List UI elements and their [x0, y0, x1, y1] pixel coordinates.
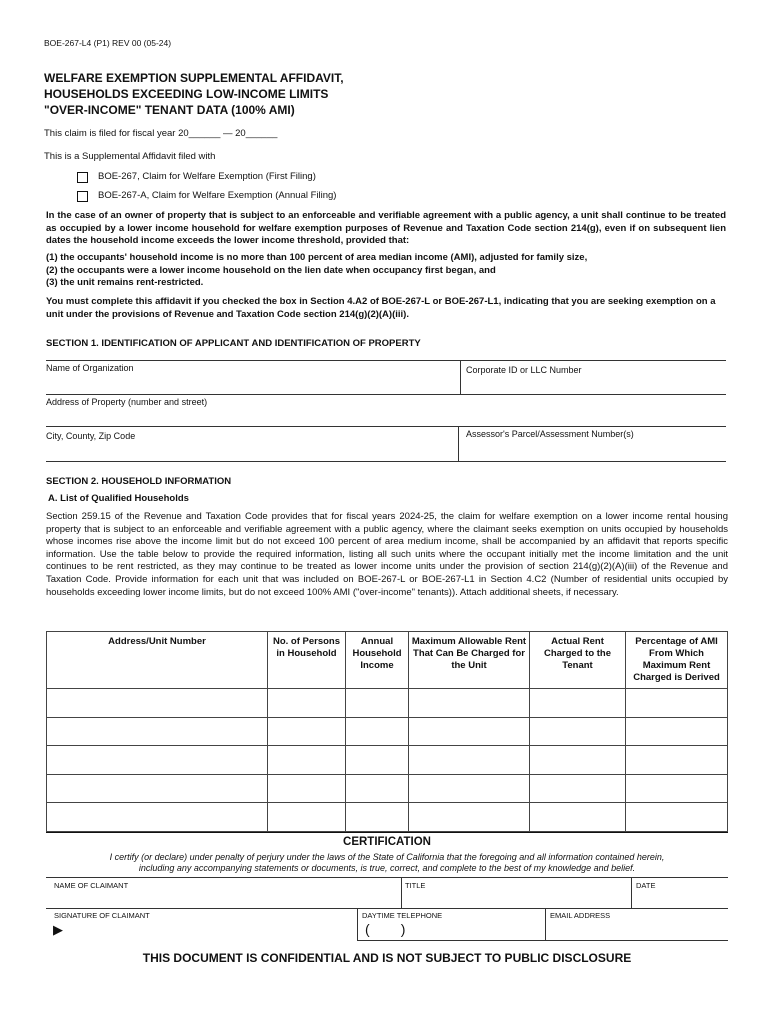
col-address-unit: Address/Unit Number: [47, 632, 268, 689]
cell-input[interactable]: [268, 717, 346, 746]
col-persons: No. of Persons in Household: [268, 632, 346, 689]
title-line: "OVER-INCOME" TENANT DATA (100% AMI): [44, 103, 295, 117]
checkbox-label: BOE-267-A, Claim for Welfare Exemption (Annual Filing): [98, 190, 337, 201]
condition-item: (3) the unit remains rent-restricted.: [46, 277, 204, 288]
cell-input[interactable]: [346, 803, 409, 832]
cell-input[interactable]: [626, 803, 728, 832]
divider: [46, 426, 726, 427]
cell-input[interactable]: [530, 717, 626, 746]
cell-input[interactable]: [530, 746, 626, 775]
cell-input[interactable]: [530, 803, 626, 832]
city-label: City, County, Zip Code: [46, 431, 136, 441]
divider: [631, 877, 632, 908]
cell-input[interactable]: [626, 689, 728, 718]
cell-input[interactable]: [47, 774, 268, 803]
cell-input[interactable]: [47, 717, 268, 746]
email-label: EMAIL ADDRESS: [550, 911, 611, 920]
checkbox-row-boe-267[interactable]: [77, 171, 316, 184]
title-line: WELFARE EXEMPTION SUPPLEMENTAL AFFIDAVIT,: [44, 71, 344, 85]
conditions-list: [46, 252, 726, 290]
cell-input[interactable]: [47, 689, 268, 718]
section2-subheading: A. List of Qualified Households: [48, 493, 189, 504]
name-of-claimant-label: NAME OF CLAIMANT: [54, 881, 129, 890]
cell-input[interactable]: [346, 774, 409, 803]
phone-parens: ( ): [365, 921, 406, 937]
cell-input[interactable]: [409, 717, 530, 746]
cell-input[interactable]: [409, 746, 530, 775]
intro-paragraph: In the case of an owner of property that is subject to an enforceable and verifiable agreement with a public agency, a unit shall continue to be treated as occupied by a lower income household for welfare exemption purposes of Revenue and Taxation Code section 214(g), even if on subsequent lien dates the household income exceeds the lower income threshold, provided that:: [46, 210, 726, 246]
checkbox-boe-267[interactable]: [77, 172, 88, 183]
cell-input[interactable]: [409, 803, 530, 832]
col-ami-percentage: Percentage of AMI From Which Maximum Rent Charged is Derived: [626, 632, 728, 689]
signature-label: SIGNATURE OF CLAIMANT: [54, 911, 150, 920]
condition-item: (2) the occupants were a lower income household on the lien date when occupancy first began, and: [46, 264, 496, 276]
form-title: [44, 70, 344, 118]
divider: [545, 908, 546, 940]
col-annual-income: Annual Household Income: [346, 632, 409, 689]
table-row: [47, 689, 728, 718]
cell-input[interactable]: [409, 689, 530, 718]
section2-paragraph: Section 259.15 of the Revenue and Taxation Code provides that for fiscal years 2024-25, the claim for welfare exemption on a lower income rental housing property that is subject to an enforceable and verifiable agreement with a public agency, where the claimant seeks exemption on units occupied by households whose incomes rise above the income limit but do not exceed 100 percent of area medium income, shall be accompanied by an affidavit that reports specific information. Use the table below to provide the required information, listing all such units where the occupant initially met the income limitation and the unit continues to be rent restricted, as they may continue to be treated as lower income units under the provision of section 214(g)(2)(A)(iii) of the Revenue and Taxation Code. Provide information for each unit that was included on BOE-267-L or BOE-267-L1 in Section 4.C2 (Number of residential units occupied by households exceeding lower income limits, but do not exceed 100% AMI ("over-income" tenants)). Attach additional sheets, if necessary.: [46, 511, 728, 598]
name-org-label: Name of Organization: [46, 363, 134, 373]
cell-input[interactable]: [409, 774, 530, 803]
cell-input[interactable]: [626, 774, 728, 803]
table-row: [47, 717, 728, 746]
cell-input[interactable]: [346, 717, 409, 746]
cell-input[interactable]: [268, 803, 346, 832]
divider: [46, 394, 726, 395]
title-line: HOUSEHOLDS EXCEEDING LOW-INCOME LIMITS: [44, 87, 329, 101]
cell-input[interactable]: [530, 689, 626, 718]
cell-input[interactable]: [268, 689, 346, 718]
col-actual-rent: Actual Rent Charged to the Tenant: [530, 632, 626, 689]
address-label: Address of Property (number and street): [46, 397, 208, 407]
section2-heading: SECTION 2. HOUSEHOLD INFORMATION: [46, 476, 232, 487]
cell-input[interactable]: [268, 774, 346, 803]
table-row: [47, 803, 728, 832]
cell-input[interactable]: [346, 746, 409, 775]
checkbox-label: BOE-267, Claim for Welfare Exemption (First Filing): [98, 171, 316, 182]
households-table: [46, 631, 728, 832]
divider: [401, 877, 402, 908]
divider: [46, 877, 728, 878]
parcel-label: Assessor's Parcel/Assessment Number(s): [466, 429, 634, 439]
certification-rule: [46, 832, 728, 833]
checkbox-row-boe-267-a[interactable]: [77, 190, 336, 203]
divider: [46, 908, 728, 909]
divider: [357, 908, 358, 940]
cell-input[interactable]: [626, 746, 728, 775]
certification-heading: CERTIFICATION: [343, 836, 431, 848]
signature-arrow-icon: ▶: [53, 922, 63, 937]
section1-heading: SECTION 1. IDENTIFICATION OF APPLICANT AND IDENTIFICATION OF PROPERTY: [46, 338, 421, 349]
divider: [458, 426, 459, 461]
date-label: DATE: [636, 881, 656, 890]
condition-item: (1) the occupants' household income is no more than 100 percent of area median income (AMI), adjusted for family size,: [46, 252, 588, 263]
table-row: [47, 746, 728, 775]
divider: [460, 360, 461, 394]
divider: [357, 940, 728, 941]
table-row: [47, 774, 728, 803]
divider: [46, 461, 726, 462]
checkbox-boe-267-a[interactable]: [77, 191, 88, 202]
cell-input[interactable]: [530, 774, 626, 803]
certification-text-2: including any accompanying statements or documents, is true, correct, and complete to the best of my knowledge and belief.: [138, 863, 636, 873]
cell-input[interactable]: [47, 803, 268, 832]
divider: [46, 360, 726, 361]
filed-with-text: This is a Supplemental Affidavit filed with: [44, 151, 216, 162]
cell-input[interactable]: [268, 746, 346, 775]
title-label: TITLE: [405, 881, 426, 890]
cell-input[interactable]: [47, 746, 268, 775]
col-max-rent: Maximum Allowable Rent That Can Be Charged for the Unit: [409, 632, 530, 689]
confidential-footer: THIS DOCUMENT IS CONFIDENTIAL AND IS NOT SUBJECT TO PUBLIC DISCLOSURE: [142, 951, 632, 965]
form-number: BOE-267-L4 (P1) REV 00 (05-24): [44, 38, 172, 48]
certification-text-1: I certify (or declare) under penalty of perjury under the laws of the State of California that the foregoing and all information contained herein,: [109, 852, 665, 862]
cell-input[interactable]: [346, 689, 409, 718]
cell-input[interactable]: [626, 717, 728, 746]
phone-label: DAYTIME TELEPHONE: [362, 911, 443, 920]
must-complete-text: You must complete this affidavit if you checked the box in Section 4.A2 of BOE-267-L or BOE-267-L1, indicating that you are seeking exemption on a unit under the provisions of Revenue and Taxation Code section 214(g)(2)(A)(iii).: [46, 296, 716, 320]
table-header-row: [47, 632, 728, 689]
corp-id-label: Corporate ID or LLC Number: [466, 365, 582, 375]
fiscal-year-line: This claim is filed for fiscal year 20______ — 20______: [44, 128, 278, 139]
